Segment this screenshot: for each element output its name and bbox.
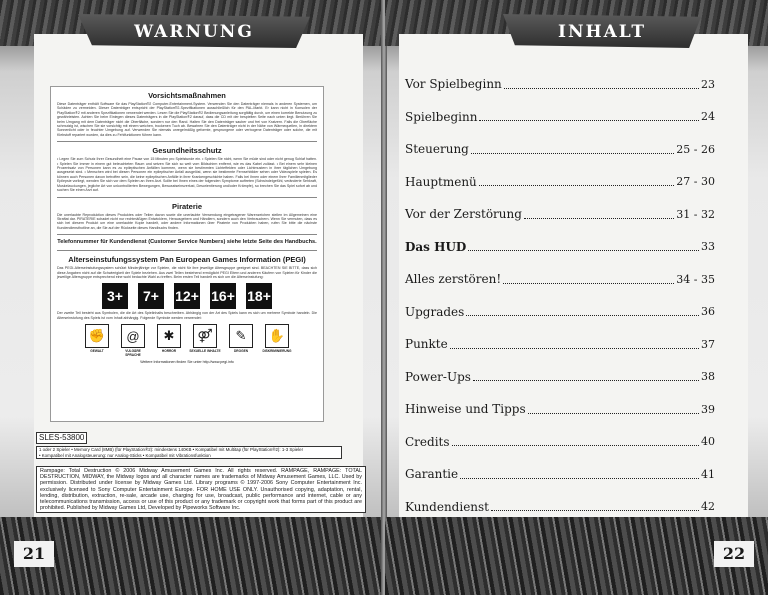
gender-icon: ⚤ [193, 324, 217, 348]
descriptor-label: VULGÄRE SPRACHE [125, 349, 141, 358]
pegi-age-ratings [57, 283, 317, 309]
toc-leader [460, 478, 699, 479]
toc-leader [471, 153, 674, 154]
toc-title: Upgrades [405, 304, 465, 319]
toc-title: Hinweise und Tipps [405, 402, 526, 417]
pegi-section [57, 251, 317, 368]
toc-page: 24 [701, 110, 715, 124]
age-badge-7: 7+ [138, 283, 164, 309]
grunge-border-bottom [0, 517, 383, 595]
toc-title: Vor Spielbeginn [405, 77, 502, 92]
toc-entry[interactable] [405, 101, 715, 134]
storage-section [57, 87, 317, 142]
pegi-url: Weitere Informationen finden Sie unter http://www.pegi.info [140, 360, 234, 365]
health-section [57, 142, 317, 197]
age-badge-3: 3+ [102, 283, 128, 309]
speech-icon: @ [121, 324, 145, 348]
descriptor-sexual [189, 324, 221, 357]
toc-title: Das HUD [405, 239, 467, 254]
pegi-text-2: Der zweite Teil besteht aus Symbolen, die die Art des Spielinhalts beschreiben. Abhängig von der Art des Spiels kann es sich um mehrere Symbole handeln. Die Alterseinstufung des Spiels ist vom Inhalt abhängig. Folgende Symbole werden verwendet: [57, 311, 317, 320]
toc-title: Alles zerstören! [405, 272, 502, 287]
toc-title: Kundendienst [405, 499, 489, 514]
descriptor-label: DISKRIMINIERUNG [262, 349, 292, 354]
toc-page: 42 [701, 500, 715, 514]
toc-page: 40 [701, 435, 715, 449]
spider-icon: ✱ [157, 324, 181, 348]
toc-leader [466, 315, 699, 316]
hotline-text: Telefonnummer für Kundendienst (Customer Service Numbers) siehe letzte Seite des Handbuchs. [57, 239, 317, 246]
toc-leader [528, 413, 699, 414]
fist-icon: ✊ [85, 324, 109, 348]
toc-title: Vor der Zerstörung [405, 207, 522, 222]
piracy-section [57, 198, 317, 236]
table-of-contents [405, 68, 715, 523]
toc-leader [479, 120, 699, 121]
age-badge-12: 12+ [174, 283, 200, 309]
toc-entry[interactable] [405, 198, 715, 231]
toc-entry[interactable] [405, 426, 715, 459]
pegi-title: Alterseinstufungssystem Pan European Games Information (PEGI) [68, 255, 306, 265]
toc-page: 33 [701, 240, 715, 254]
storage-title: Vorsichtsmaßnahmen [148, 91, 226, 100]
toc-page: 25 - 26 [676, 142, 715, 156]
toc-title: Hauptmenü [405, 174, 477, 189]
descriptor-drugs [225, 324, 257, 357]
descriptor-label: SEXUELLE INHALTE [189, 349, 221, 354]
toc-title: Power-Ups [405, 369, 471, 384]
warning-box [50, 86, 324, 422]
toc-page: 39 [701, 402, 715, 416]
toc-leader [503, 283, 674, 284]
toc-page: 36 [701, 305, 715, 319]
piracy-text: Die unerlaubte Reproduktion dieses Produktes oder Teilen davon sowie die unerlaubte Verwendung eingetragener Warenzeichen stellen im Allgemeinen eine Straftat dar. PIRATERIE schadet nicht nur rechtmäßigen Entwicklern, Herausgebern und Händlern, sondern auch den Verbrauchern. Wenn Sie vermuten, dass es sich bei diesem Produkt um eine unerlaubte Kopie handelt, oder andere Informationen über Piraterie von Produkten haben, rufen Sie bitte die nächste Kundendiensthotline an, die Sie auf der Rückseite dieses Handbuchs finden. [57, 212, 317, 230]
pegi-text: Das PEGI-Alterseinstufungssystem schützt Minderjährige vor Spielen, die nicht für ihre jeweilige Altersgruppe geeignet sind. BEACHTEN SIE BITTE, dass sich diese Angaben nicht auf die Schwierigkeit der Spiele beziehen. Aus zwei Teilen bestehend ermöglicht PEGI Eltern und anderen Käufern von Spielen für Kinder die jeweilige Altersgruppe entsprechend eine wohl bedachte Wahl zu treffen. Beim ersten Teil handelt es sich um die Alterseinstufung: [57, 266, 317, 279]
toc-entry[interactable] [405, 393, 715, 426]
toc-page: 31 - 32 [676, 207, 715, 221]
syringe-icon: ✎ [229, 324, 253, 348]
toc-entry[interactable] [405, 328, 715, 361]
age-badge-16: 16+ [210, 283, 236, 309]
age-badge-18: 18+ [246, 283, 272, 309]
toc-title: Credits [405, 434, 450, 449]
toc-entry[interactable] [405, 263, 715, 296]
toc-title: Steuerung [405, 142, 469, 157]
toc-entry[interactable] [405, 296, 715, 329]
toc-title: Spielbeginn [405, 109, 478, 124]
toc-page: 34 - 35 [676, 272, 715, 286]
contents-title: INHALT [558, 22, 646, 42]
toc-leader [468, 250, 699, 251]
toc-entry[interactable] [405, 458, 715, 491]
storage-text: Diese Datenträger enthält Software für das PlayStation®2 Computer-Entertainment-System. Verwenden Sie den Datenträger niemals in anderen Systemen, um Schäden zu vermeiden. Dieser Datenträger entspricht der PlayStation®2-Spezifikationen ausschließlich für den PAL-Markt. Er kann nicht in Konsolen der PlayStation®2 mit anderen Spezifikationen verwendet werden. Lesen Sie die PlayStation®2 Bedienungsanleitung sorgfältig durch, um einen korrekte Benutzung zu gewährleisten. Achten Sie beim Einlegen dieses Datenträgers in die PlayStation®2 darauf, dass die CD mit der bespielten Seite nach unten liegt. Berühren Sie beim Umgang mit dem Datenträger nicht die Oberfläche, sondern nur den Rand. Halten Sie den Datenträger sauber und frei von Kratzern. Falls die Oberfläche schmutzig ist, wischen Sie sie vorsichtig mit einem weichen, trockenen Tuch ab. Bewahren Sie den Datenträger nicht in der Nähe von Wärmequellen, in direktem Sonnenlicht oder in feuchter Umgebung auf. Verwenden Sie niemals unregelmäßig geformte, gesprungene oder verbogene Datenträger oder solche, die mit Klebstoff repariert wurden, da dies zu Fehlfunktionen führen kann. [57, 102, 318, 137]
discrimination-icon: ✋ [265, 324, 289, 348]
toc-entry[interactable] [405, 491, 715, 524]
descriptor-violence [81, 324, 113, 357]
descriptor-label: DROGEN [234, 349, 248, 354]
descriptor-label: GEWALT [90, 349, 104, 354]
toc-page: 38 [701, 370, 715, 384]
health-text: • Legen Sie zum Schutz Ihrer Gesundheit eine Pause von 15 Minuten pro Spielstunde ein. • Spielen Sie nicht, wenn Sie müde sind oder nicht genug Schlaf hatten. • Spielen Sie immer in einem gut beleuchteten Raum und setzen Sie sich so weit vom Bildschirm entfernt, wie es das Kabel zulässt. • Bei einem sehr kleinen Prozentsatz von Personen kann es zu epileptischen Anfällen kommen, wenn sie bestimmten Lichteffekten oder Lichtmustern in ihrer täglichen Umgebung ausgesetzt sind. • Menschen wird bei diesen Personen ein epileptischer Anfall ausgelöst, wenn sie bestimmte Fernsehbilder sehen oder Videospiele spielen. Es können auch Personen davon betroffen sein, die keine epileptischen Anfälle in ihrer Krankengeschichte haben. Falls bei Ihnen oder einem Ihrer Familienmitglieder Epilepsie vorliegt, wenden Sie sich vor dem Spielen an Ihren Arzt. Sollte bei Ihnen eines der folgenden Symptome auftreten (Schwindelgefühl, veränderte Sehkraft, Muskelzuckungen, jegliche Art von unkontrollierten Bewegungen, Bewusstseinsverlust, Desorientierung und/oder Krämpfe), so brechen Sie das Spiel sofort ab und suchen Sie einen Arzt auf. [57, 157, 317, 193]
hotline-section [57, 235, 317, 251]
compatibility-box [36, 446, 342, 459]
descriptor-language [117, 324, 149, 357]
descriptor-horror [153, 324, 185, 357]
toc-entry[interactable] [405, 166, 715, 199]
product-code: SLES-53800 [36, 432, 87, 444]
toc-page: 23 [701, 77, 715, 91]
compatibility-line: 1 oder 2 Spieler • Memory Card (8MB) (für PlayStation®2): mindestens 140KB • Kompatibel mit Multitap (für PlayStation®2): 1-3 Spieler [39, 447, 304, 452]
warning-title: WARNUNG [134, 22, 254, 42]
toc-leader [491, 510, 699, 511]
toc-title: Garantie [405, 467, 459, 482]
descriptor-label: HORROR [161, 349, 177, 354]
toc-page: 37 [701, 337, 715, 351]
piracy-title: Piraterie [171, 201, 203, 211]
descriptor-discrimination [261, 324, 293, 357]
pegi-descriptors [57, 324, 317, 357]
toc-leader [450, 348, 699, 349]
toc-leader [452, 445, 699, 446]
toc-leader [504, 88, 699, 89]
toc-leader [473, 380, 699, 381]
toc-entry[interactable] [405, 68, 715, 101]
compatibility-line: • Kompatibel mit Analogsteuerung: nur Analog-Sticks • Kompatibel mit Vibrationsfunktion [39, 452, 211, 458]
toc-leader [524, 218, 674, 219]
toc-page: 41 [701, 467, 715, 481]
toc-entry[interactable] [405, 361, 715, 394]
toc-leader [479, 185, 674, 186]
toc-entry[interactable] [405, 231, 715, 264]
health-title: Gesundheitsschutz [152, 146, 222, 156]
toc-title: Punkte [405, 337, 448, 352]
page-number-left: 21 [14, 541, 54, 567]
page-number-right: 22 [714, 541, 754, 567]
toc-entry[interactable] [405, 133, 715, 166]
legal-notice: Rampage: Total Destruction © 2006 Midway Amusement Games Inc. All rights reserved. RAMPAGE, RAMPAGE: TOTAL DESTRUCTION, MIDWAY, the Midway logos and all character names are trademarks of Midway Amusement Games, LLC. Used by permission. Distributed under license by Midway Games Ltd. Library programs © 1997-2006 Sony Computer Entertainment Inc. exclusively licensed to Sony Computer Entertainment Europe. FOR HOME USE ONLY. Unauthorised copying, adaptation, rental, lending, distribution, extraction, re-sale, arcade use, charging for use, broadcast, public performance and internet, cable or any telecommunications transmission, access or use of this product or any trademark or copyright work that forms part of this product are prohibited. Published by Midway Games Ltd, Developed by Pipeworks Software Inc. [36, 466, 366, 513]
grunge-border-bottom [385, 517, 768, 595]
toc-page: 27 - 30 [676, 175, 715, 189]
